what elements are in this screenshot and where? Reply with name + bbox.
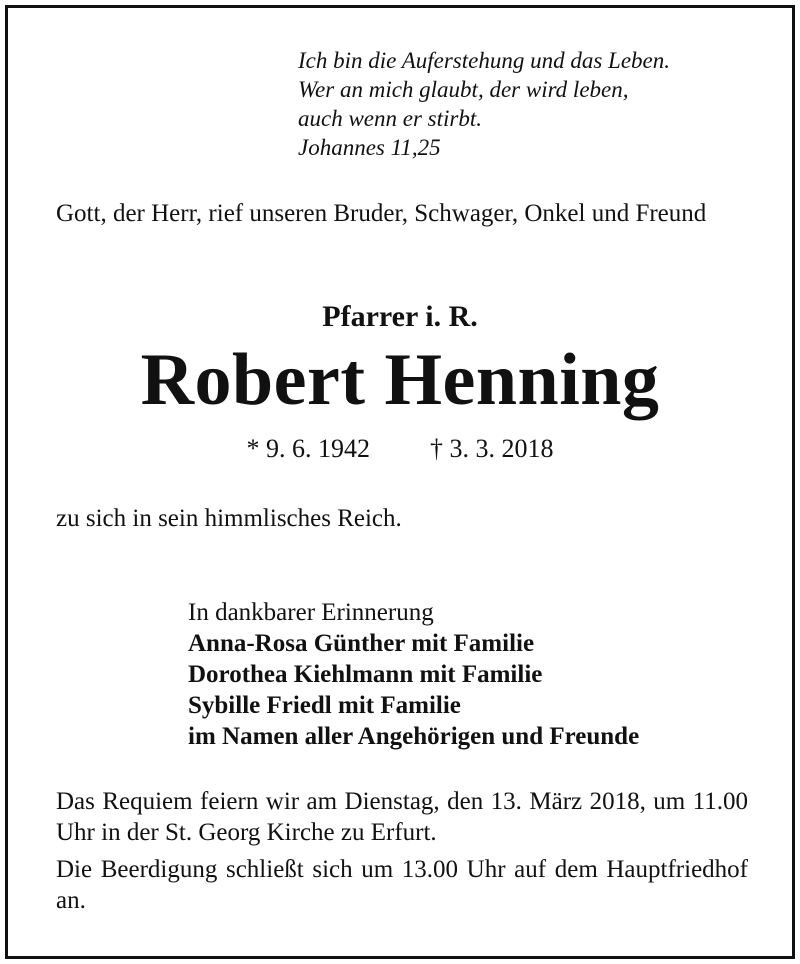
mourner-entry: Dorothea Kiehlmann mit Familie [188,661,543,688]
deceased-name: Robert Henning [140,339,660,421]
verse-line: Ich bin die Auferstehung und das Leben. [298,48,670,73]
deceased-title: Pfarrer i. R. [322,300,478,333]
death-date: † 3. 3. 2018 [430,434,554,463]
burial-info: Die Beerdigung schließt sich um 13.00 Uhr auf dem Hauptfriedhof an. [56,856,748,914]
intro-text: Gott, der Herr, rief unseren Bruder, Schwager, Onkel und Freund [56,200,707,227]
mourners-lead: In dankbarer Erinnerung [188,599,434,626]
requiem-info: Das Requiem feiern wir am Dienstag, den 13. März 2018, um 11.00 Uhr in der St. Georg Kirche zu Erfurt. [56,788,748,846]
mourner-entry: im Namen aller Angehörigen und Freunde [188,723,640,750]
verse-line: Wer an mich glaubt, der wird leben, [298,77,629,102]
mourner-entry: Anna-Rosa Günther mit Familie [188,630,535,657]
life-dates [8,434,792,464]
verse-reference: Johannes 11,25 [298,135,441,160]
mourners-block [188,597,639,752]
verse-line: auch wenn er stirbt. [298,106,482,131]
service-info [56,786,748,922]
closing-text: zu sich in sein himmlisches Reich. [56,505,402,532]
obituary-frame [5,5,795,959]
mourner-entry: Sybille Friedl mit Familie [188,692,461,719]
bible-verse [298,46,670,162]
birth-date: * 9. 6. 1942 [246,434,370,463]
mourners-list [188,628,639,752]
